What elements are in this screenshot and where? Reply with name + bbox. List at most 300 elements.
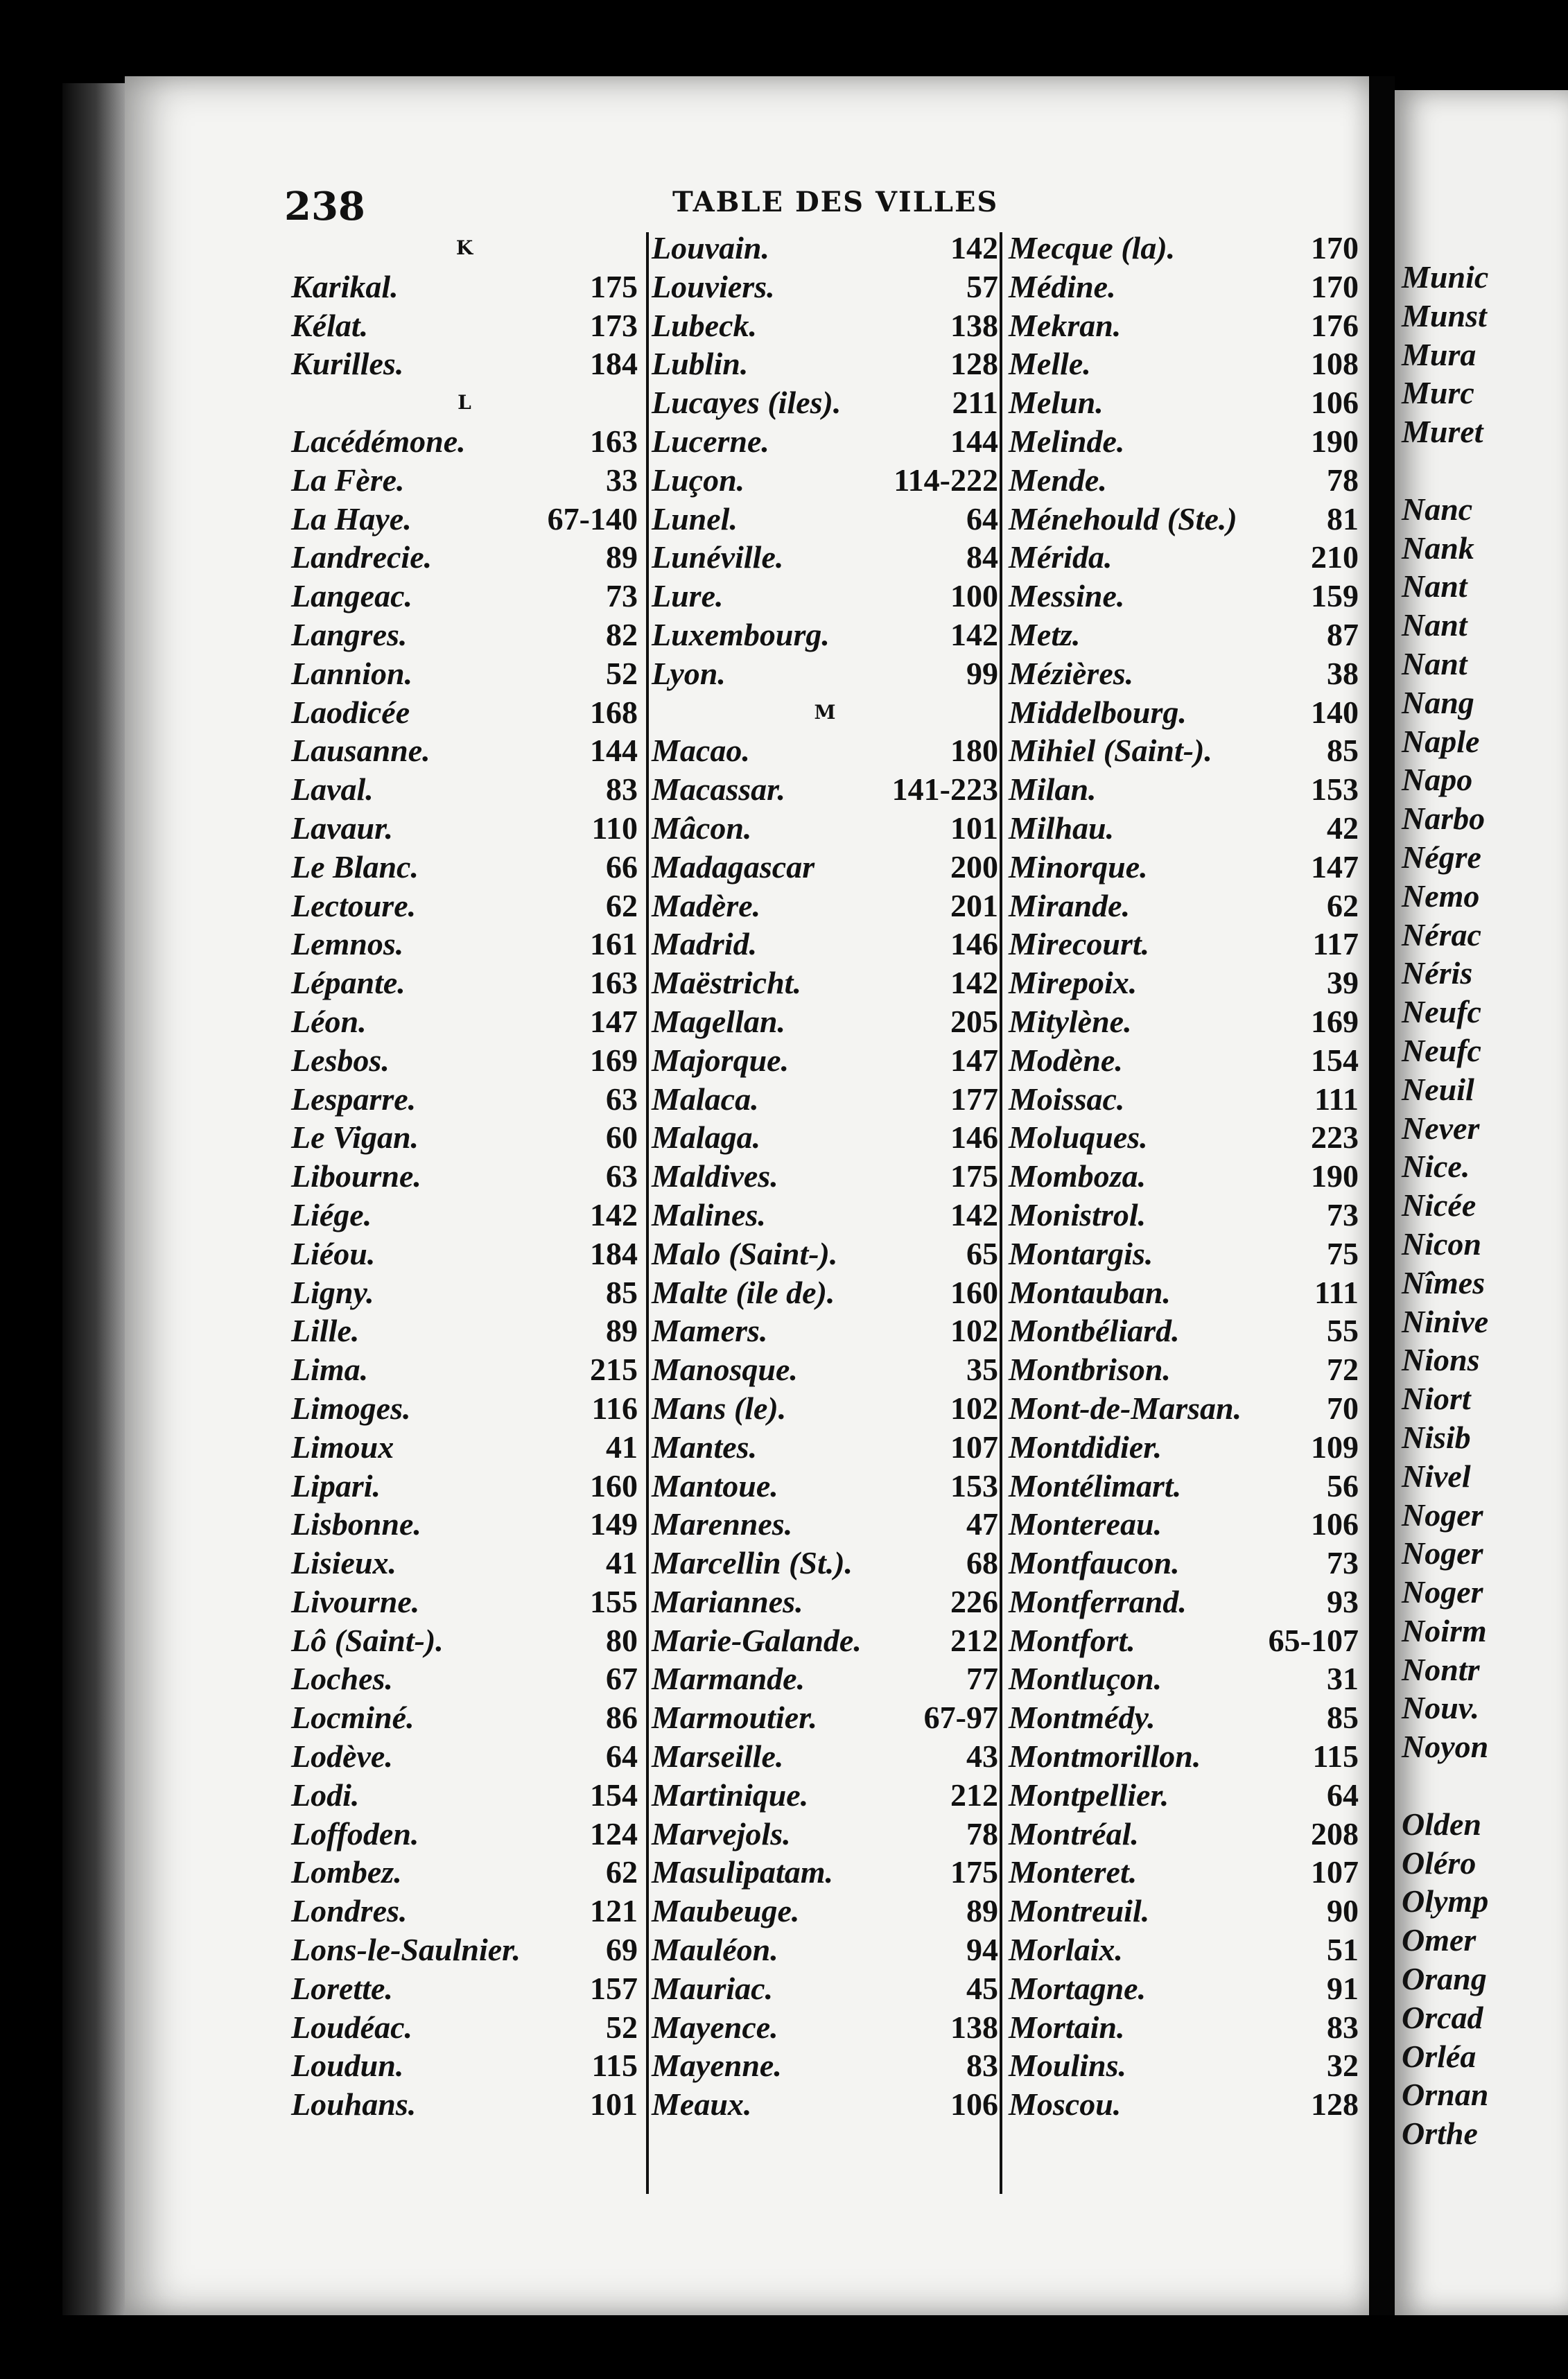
index-entry <box>291 422 638 461</box>
index-entry <box>652 1389 998 1428</box>
place-name: Montreuil. <box>1009 1893 1150 1929</box>
page-reference: 169 <box>590 1042 638 1078</box>
facing-page-fragment: Nicon <box>1402 1226 1481 1262</box>
place-name: Langeac. <box>291 578 413 614</box>
place-name: Mecque (la). <box>1009 230 1176 265</box>
page-reference: 141-223 <box>891 772 998 808</box>
index-entry <box>652 1544 998 1583</box>
facing-page-fragment: Ninive <box>1402 1303 1489 1339</box>
page-reference: 108 <box>1311 346 1359 382</box>
index-entry <box>652 731 998 770</box>
place-name: Loffoden. <box>291 1815 419 1851</box>
facing-page-fragment: Néris <box>1402 955 1473 991</box>
page-reference: 212 <box>950 1622 998 1658</box>
index-entry <box>652 848 998 887</box>
place-name: Médine. <box>1009 268 1116 304</box>
page-reference: 168 <box>590 694 638 730</box>
facing-page-fragment: Olymp <box>1402 1883 1489 1919</box>
page-reference: 146 <box>950 1119 998 1156</box>
index-entry <box>652 1118 998 1157</box>
place-name: Mans (le). <box>652 1390 787 1426</box>
page-reference: 85 <box>1327 733 1359 769</box>
facing-page-fragment: Nemo <box>1402 878 1480 914</box>
index-entry <box>1009 345 1359 383</box>
place-name: Lisieux. <box>291 1545 397 1581</box>
index-entry <box>652 577 998 616</box>
place-name: Modène. <box>1009 1042 1123 1078</box>
index-entry <box>1009 1505 1359 1544</box>
index-entry <box>1009 1853 1359 1892</box>
index-entry <box>291 1737 638 1776</box>
place-name: Mayence. <box>652 2009 778 2045</box>
place-name: Mirecourt. <box>1009 926 1150 962</box>
running-title: TABLE DES VILLES <box>672 186 999 218</box>
index-entry <box>1009 1041 1359 1080</box>
index-entry <box>1009 1931 1359 1969</box>
place-name: Mont-de-Marsan. <box>1009 1390 1242 1426</box>
page-reference: 163 <box>590 423 638 459</box>
page-reference: 101 <box>950 810 998 846</box>
index-entry <box>1009 1235 1359 1273</box>
page-reference: 52 <box>606 655 638 691</box>
page-reference: 60 <box>606 1119 638 1156</box>
page-reference: 86 <box>606 1700 638 1736</box>
page-reference: 147 <box>590 1003 638 1039</box>
page-reference: 210 <box>1311 539 1359 575</box>
index-entry <box>652 1737 998 1776</box>
index-entry <box>291 848 638 887</box>
place-name: Lille. <box>291 1313 360 1349</box>
section-letter: M <box>814 700 836 724</box>
index-entry <box>291 964 638 1002</box>
facing-page-fragment: Neuil <box>1402 1071 1474 1107</box>
place-name: Marennes. <box>652 1506 793 1542</box>
index-entry <box>1009 1544 1359 1583</box>
page-reference: 90 <box>1327 1893 1359 1929</box>
facing-page-fragment: Nice. <box>1402 1149 1470 1185</box>
index-entry <box>291 1389 638 1428</box>
index-entry <box>291 2085 638 2124</box>
place-name: Laval. <box>291 772 374 808</box>
page-reference: 169 <box>1311 1003 1359 1039</box>
place-name: Maëstricht. <box>652 965 801 1001</box>
index-entry <box>291 1969 638 2008</box>
page-reference: 64 <box>606 1739 638 1775</box>
page-number: 238 <box>284 184 365 229</box>
place-name: Lodi. <box>291 1777 360 1813</box>
place-name: Mantoue. <box>652 1467 778 1504</box>
page-reference: 154 <box>1311 1042 1359 1078</box>
index-entry <box>652 1969 998 2008</box>
index-entry <box>652 1659 998 1698</box>
page-reference: 190 <box>1311 1158 1359 1194</box>
page-reference: 83 <box>606 772 638 808</box>
facing-page-fragment: Olden <box>1402 1806 1481 1842</box>
facing-page-fragment: Nérac <box>1402 916 1481 952</box>
place-name: Mézières. <box>1009 655 1134 691</box>
page-reference: 106 <box>950 2086 998 2123</box>
place-name: Mauléon. <box>652 1932 778 1968</box>
place-name: Limoux <box>291 1429 394 1465</box>
facing-page-fragments <box>1395 258 1488 2153</box>
facing-page-fragment: Nicée <box>1402 1187 1476 1223</box>
page-reference: 100 <box>950 578 998 614</box>
index-entry <box>1009 654 1359 693</box>
index-entry <box>1009 616 1359 654</box>
facing-page-fragment: Nank <box>1402 530 1474 566</box>
place-name: Minorque. <box>1009 848 1148 885</box>
page-reference: 64 <box>966 500 998 537</box>
page-reference: 31 <box>1327 1661 1359 1697</box>
page-reference: 138 <box>950 307 998 343</box>
page-reference: 52 <box>606 2009 638 2045</box>
index-entry <box>291 306 638 345</box>
page-reference: 142 <box>950 230 998 265</box>
place-name: Montmorillon. <box>1009 1739 1201 1775</box>
page-reference: 184 <box>590 346 638 382</box>
facing-page-fragment: Murc <box>1402 375 1474 411</box>
place-name: Marcellin (St.). <box>652 1545 853 1581</box>
place-name: Lipari. <box>291 1467 381 1504</box>
index-entry <box>291 2008 638 2047</box>
index-entry <box>1009 1428 1359 1467</box>
place-name: Mirande. <box>1009 887 1131 923</box>
index-entry <box>291 809 638 848</box>
facing-page-fragment: Nant <box>1402 645 1467 681</box>
index-entry <box>1009 577 1359 616</box>
place-name: Lisbonne. <box>291 1506 421 1542</box>
facing-page-fragment <box>1395 1766 1488 1805</box>
facing-page-fragment: Nouv. <box>1402 1690 1480 1726</box>
index-entry <box>1009 693 1359 732</box>
page-reference: 184 <box>590 1235 638 1271</box>
place-name: Marmande. <box>652 1661 805 1697</box>
page-reference: 57 <box>966 268 998 304</box>
page-reference: 64 <box>1327 1777 1359 1813</box>
page-reference: 160 <box>590 1467 638 1504</box>
index-entry <box>652 925 998 964</box>
page-reference: 83 <box>1327 2009 1359 2045</box>
index-entry <box>291 731 638 770</box>
page-reference: 116 <box>591 1390 638 1426</box>
page-reference: 41 <box>606 1429 638 1465</box>
place-name: Milan. <box>1009 772 1097 808</box>
page-reference: 208 <box>1311 1815 1359 1851</box>
index-entry <box>291 1815 638 1854</box>
place-name: Metz. <box>1009 616 1081 652</box>
page-reference: 175 <box>590 268 638 304</box>
page-reference: 173 <box>590 307 638 343</box>
index-entry <box>652 306 998 345</box>
page-reference: 223 <box>1311 1119 1359 1156</box>
place-name: Loudéac. <box>291 2009 413 2045</box>
index-entry <box>1009 1273 1359 1312</box>
place-name: Karikal. <box>291 268 399 304</box>
index-entry <box>291 1467 638 1506</box>
page-reference: 144 <box>950 423 998 459</box>
index-entry <box>652 1505 998 1544</box>
index-entry <box>1009 1969 1359 2008</box>
index-entry <box>652 770 998 809</box>
index-entry <box>652 500 998 539</box>
index-entry <box>1009 1196 1359 1235</box>
page-reference: 155 <box>590 1583 638 1619</box>
index-entry <box>291 1196 638 1235</box>
page-reference: 55 <box>1327 1313 1359 1349</box>
page-reference: 73 <box>1327 1545 1359 1581</box>
index-entry <box>652 616 998 654</box>
page-reference: 47 <box>966 1506 998 1542</box>
place-name: Luxembourg. <box>652 616 830 652</box>
facing-page-fragment: Never <box>1402 1110 1480 1146</box>
page-reference: 78 <box>1327 462 1359 498</box>
facing-page-fragment: Noger <box>1402 1535 1483 1571</box>
page-reference: 66 <box>606 848 638 885</box>
page-reference: 80 <box>606 1622 638 1658</box>
page-reference: 65 <box>966 1235 998 1271</box>
place-name: Lucayes (iles). <box>652 385 842 421</box>
place-name: Lacédémone. <box>291 423 466 459</box>
place-name: Mamers. <box>652 1313 768 1349</box>
page-reference: 78 <box>966 1815 998 1851</box>
column-rule <box>646 232 649 2194</box>
facing-page-fragment <box>1395 451 1488 490</box>
page-reference: 89 <box>966 1893 998 1929</box>
page-reference: 89 <box>606 1313 638 1349</box>
page-reference: 73 <box>606 578 638 614</box>
index-entry <box>291 1583 638 1621</box>
page-reference: 85 <box>606 1274 638 1310</box>
page-reference: 190 <box>1311 423 1359 459</box>
page-reference: 180 <box>950 733 998 769</box>
index-entry <box>1009 422 1359 461</box>
page-reference: 142 <box>950 616 998 652</box>
page-reference: 51 <box>1327 1932 1359 1968</box>
index-entry <box>1009 731 1359 770</box>
index-entry <box>652 1041 998 1080</box>
page-reference: 109 <box>1311 1429 1359 1465</box>
page-reference: 153 <box>1311 772 1359 808</box>
index-entry <box>652 1312 998 1350</box>
place-name: Moluques. <box>1009 1119 1148 1156</box>
page-reference: 69 <box>606 1932 638 1968</box>
place-name: Lô (Saint-). <box>291 1622 444 1658</box>
place-name: Macassar. <box>652 772 785 808</box>
facing-page-fragment: Nant <box>1402 568 1467 604</box>
page-reference: 170 <box>1311 268 1359 304</box>
place-name: Laodicée <box>291 694 410 730</box>
facing-page-fragment: Neufc <box>1402 1032 1481 1068</box>
index-entry <box>652 1273 998 1312</box>
page-reference: 142 <box>590 1196 638 1232</box>
index-entry <box>291 1505 638 1544</box>
index-entry <box>291 461 638 500</box>
index-entry <box>652 1698 998 1737</box>
page-reference: 117 <box>1312 926 1359 962</box>
place-name: Lunel. <box>652 500 738 537</box>
place-name: Lectoure. <box>291 887 417 923</box>
place-name: Montferrand. <box>1009 1583 1187 1619</box>
place-name: Lunéville. <box>652 539 784 575</box>
page-reference: 200 <box>950 848 998 885</box>
place-name: Marvejols. <box>652 1815 791 1851</box>
index-entry <box>291 1544 638 1583</box>
page-reference: 75 <box>1327 1235 1359 1271</box>
facing-page-fragment: Noger <box>1402 1497 1483 1533</box>
place-name: Montfort. <box>1009 1622 1135 1658</box>
index-entry <box>652 1583 998 1621</box>
place-name: Lépante. <box>291 965 406 1001</box>
page-reference: 67-140 <box>547 500 638 537</box>
place-name: Melle. <box>1009 346 1091 382</box>
place-name: Montdidier. <box>1009 1429 1162 1465</box>
page-reference: 56 <box>1327 1467 1359 1504</box>
page-reference: 226 <box>950 1583 998 1619</box>
index-entry <box>652 268 998 306</box>
facing-page-fragment: Narbo <box>1402 801 1486 837</box>
place-name: Le Blanc. <box>291 848 419 885</box>
page-reference: 163 <box>590 965 638 1001</box>
page-reference: 107 <box>1311 1854 1359 1890</box>
place-name: Malaga. <box>652 1119 761 1156</box>
page-reference: 67-97 <box>923 1700 998 1736</box>
page-reference: 154 <box>590 1777 638 1813</box>
place-name: Ménehould (Ste.) <box>1009 500 1237 537</box>
page-reference: 128 <box>1311 2086 1359 2123</box>
page-reference: 160 <box>950 1274 998 1310</box>
place-name: Mende. <box>1009 462 1107 498</box>
place-name: Lorette. <box>291 1970 393 2006</box>
index-entry <box>652 1853 998 1892</box>
place-name: Loudun. <box>291 2048 404 2084</box>
page-reference: 115 <box>591 2048 638 2084</box>
page-reference: 146 <box>950 926 998 962</box>
place-name: Loches. <box>291 1661 393 1697</box>
index-entry <box>1009 1892 1359 1931</box>
index-column-1 <box>291 229 638 2124</box>
page-reference: 77 <box>966 1661 998 1697</box>
page-reference: 68 <box>966 1545 998 1581</box>
place-name: Malines. <box>652 1196 766 1232</box>
index-entry <box>291 268 638 306</box>
page-reference: 106 <box>1311 385 1359 421</box>
facing-page-fragment: Neufc <box>1402 994 1481 1030</box>
index-entry <box>652 1235 998 1273</box>
facing-page-fragment: Naple <box>1402 723 1480 759</box>
page-reference: 177 <box>950 1081 998 1117</box>
index-entry <box>1009 461 1359 500</box>
facing-page-fragment: Nant <box>1402 607 1467 643</box>
index-entry <box>652 1002 998 1041</box>
page-reference: 201 <box>950 887 998 923</box>
page-reference: 62 <box>1327 887 1359 923</box>
page-reference: 35 <box>966 1352 998 1388</box>
facing-page-edge <box>1395 90 1568 2315</box>
page-reference: 142 <box>950 1196 998 1232</box>
place-name: Macao. <box>652 733 750 769</box>
page-reference: 111 <box>1314 1274 1359 1310</box>
page-gutter <box>1369 76 1395 2315</box>
facing-page-fragment: Nivel <box>1402 1458 1471 1494</box>
index-entry <box>291 887 638 925</box>
column-rule <box>1000 232 1002 2194</box>
facing-page-fragment: Ornan <box>1402 2077 1489 2113</box>
place-name: Lesparre. <box>291 1081 417 1117</box>
facing-page-fragment: Noyon <box>1402 1729 1489 1765</box>
place-name: Madagascar <box>652 848 815 885</box>
index-entry <box>652 654 998 693</box>
place-name: Léon. <box>291 1003 367 1039</box>
page-reference: 121 <box>590 1893 638 1929</box>
place-name: Monteret. <box>1009 1854 1138 1890</box>
place-name: Martinique. <box>652 1777 809 1813</box>
facing-page-fragment: Mura <box>1402 336 1476 372</box>
place-name: Luçon. <box>652 462 745 498</box>
page-reference: 99 <box>966 655 998 691</box>
page-reference: 102 <box>950 1313 998 1349</box>
page-reference: 83 <box>966 2048 998 2084</box>
index-entry <box>1009 2046 1359 2085</box>
index-entry <box>291 1776 638 1815</box>
place-name: Magellan. <box>652 1003 785 1039</box>
place-name: Mortagne. <box>1009 1970 1147 2006</box>
index-entry <box>652 2008 998 2047</box>
page-reference: 38 <box>1327 655 1359 691</box>
place-name: Milhau. <box>1009 810 1115 846</box>
index-entry <box>291 1080 638 1119</box>
index-entry <box>652 1776 998 1815</box>
place-name: Malte (ile de). <box>652 1274 835 1310</box>
page-reference: 73 <box>1327 1196 1359 1232</box>
index-entry <box>1009 1002 1359 1041</box>
place-name: Morlaix. <box>1009 1932 1123 1968</box>
place-name: Mauriac. <box>652 1970 774 2006</box>
place-name: Louhans. <box>291 2086 417 2123</box>
index-entry <box>291 1041 638 1080</box>
page-reference: 124 <box>590 1815 638 1851</box>
facing-page-fragment: Nang <box>1402 684 1474 720</box>
place-name: Mortain. <box>1009 2009 1125 2045</box>
place-name: Lublin. <box>652 346 749 382</box>
page-reference: 175 <box>950 1158 998 1194</box>
index-entry <box>291 1157 638 1196</box>
index-entry <box>1009 1389 1359 1428</box>
place-name: Lubeck. <box>652 307 758 343</box>
page-reference: 205 <box>950 1003 998 1039</box>
index-entry <box>652 1080 998 1119</box>
index-entry <box>291 577 638 616</box>
index-entry <box>291 1002 638 1041</box>
place-name: Montereau. <box>1009 1506 1162 1542</box>
place-name: Liége. <box>291 1196 372 1232</box>
facing-page-fragment: Munst <box>1402 297 1487 333</box>
place-name: Lesbos. <box>291 1042 390 1078</box>
place-name: Montpellier. <box>1009 1777 1169 1813</box>
page-reference: 211 <box>952 385 998 421</box>
place-name: Moscou. <box>1009 2086 1122 2123</box>
index-entry <box>1009 964 1359 1002</box>
page-reference: 101 <box>590 2086 638 2123</box>
page-reference: 115 <box>1312 1739 1359 1775</box>
index-entry <box>291 654 638 693</box>
page-reference: 107 <box>950 1429 998 1465</box>
place-name: Moulins. <box>1009 2048 1127 2084</box>
index-entry <box>652 1815 998 1854</box>
page-reference: 157 <box>590 1970 638 2006</box>
place-name: Mérida. <box>1009 539 1113 575</box>
place-name: Mantes. <box>652 1429 758 1465</box>
index-entry <box>652 1157 998 1196</box>
